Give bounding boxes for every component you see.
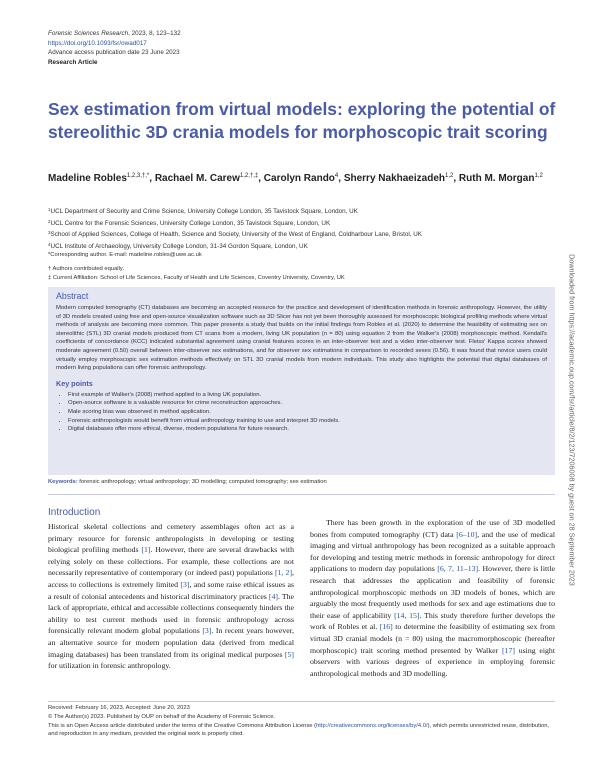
license-link[interactable]: http://creativecommons.org/licenses/by/4.0/ <box>316 722 428 729</box>
key-point-item: • Forensic anthropologists would benefit from virtual anthropology training to use and interpret 3D models. <box>68 417 547 426</box>
license-notice <box>48 722 555 740</box>
body-text: . However, there is little research that addresses the application and feasibility of forensic anthropological morphoscopic methods on 3D models of bones, which are arguably the most frequently used methods for sex and age estimations due to their ease of applicability <box>310 564 555 620</box>
footer-divider <box>48 701 555 702</box>
author-name: Madeline Robles$^{1,2,3,\dagger,*}$ <box>48 173 150 184</box>
license-text-pre: This is an Open Access article distributed under the terms of the Creative Commons Attribution License ( <box>48 722 317 729</box>
affiliation-line: $^2$UCL Centre for the Forensic Sciences, University College London, 35 Tavistock Square, London, UK <box>48 218 331 227</box>
key-point-item: • Digital databases offer more ethical, diverse, modern populations for future research. <box>68 425 547 434</box>
body-text: Historical skeletal collections and cemetery assemblages often act as a primary resource for forensic anthropologists in developing or testing biological profiling methods <box>48 522 294 555</box>
current-affiliation-note: ‡ Current Affiliation: School of Life Sciences, Faculty of Health and Life Sciences, Coventry University, Coventry, UK <box>48 275 345 281</box>
body-text: , and some raise ethical issues as a result of colonial antecedents and historical discriminatory practices <box>48 579 294 601</box>
affiliation-line: $^1$UCL Department of Security and Crime Science, University College London, 35 Tavistock Square, London, UK <box>48 207 358 215</box>
author-list: Madeline Robles$^{1,2,3,\dagger,*}$, Rachael M. Carew$^{1,2,\dagger,\ddagger}$, Carolyn Rando$^4$, Sherry Nakhaeizadeh$^{1,2}$, Ruth M. Morgan$^{1,2}$ <box>48 173 543 184</box>
body-text: to determine the feasibility of estimating sex from virtual 3D cranial models (n = 80) using the macromorphoscopic (hereafter morphoscopic) trait scoring method presented by Walker <box>310 622 555 655</box>
author-affiliation-marker: 1,2,3,†,* <box>126 173 150 179</box>
affiliation-line: $^3$School of Applied Sciences, College of Health, Science and Society, University of the West of England, Coldharbour Lane, Bristol, UK <box>48 230 423 239</box>
body-text: using eight observers with various degrees of experience in employing forensic anthropological methods and 3D modelling. <box>310 645 555 678</box>
author-name: Rachael M. Carew$^{1,2,\dagger,\ddagger}$ <box>154 173 259 184</box>
download-watermark-text: Downloaded from https://academic.oup.com/fsr/article/8/2/123/7206008 by guest on 28 September 2023 <box>567 254 576 586</box>
journal-name: Forensic Sciences Research <box>48 30 129 37</box>
body-text: . However, there are several drawbacks with relying solely on these collections. For example, these collections are not necessarily representative of contemporary (or indeed past) populations <box>48 545 294 578</box>
intro-right-column <box>310 517 555 679</box>
citation-link[interactable]: [14, 15] <box>394 610 420 620</box>
abstract-text: Modern computed tomography (CT) databases are becoming an accepted resource for the practice and development of identification methods in forensic anthropology. However, the utility of 3D models created using free and open-source visualization software such as 3D Slicer has not yet been thoroughly assessed for morphoscopic biological profiling methods where virtual methods of analysis are becoming more common. This paper presents a study that builds on the initial findings from Robles et al. (2020) to determine the feasibility of estimating sex on stereolithic (STL) 3D cranial models produced from CT scans from a modern, living UK population (n = 80) using equation 2 from the Walker's (2008) morphoscopic method. Kendall's coefficients of concordance (KCC) indicated substantial agreement using cranial features scores in an inter-observer test and a video inter-observer test. Fleiss' Kappa scores showed moderate agreement (0.50) overall between inter-observer sex estimations, and for observer sex estimations in comparison to recorded sexes (0.56). It was found that novice users could virtually employ morphoscopic sex estimation methods effectively on STL 3D cranial models from modern individuals. This study also highlights the potential that digital databases of modern living populations can offer forensic anthropology. <box>56 305 547 372</box>
abstract-heading: Abstract <box>56 291 89 301</box>
citation-link[interactable]: [16] <box>379 622 393 632</box>
citation-link[interactable]: [4] <box>268 591 278 601</box>
article-footer <box>48 704 555 739</box>
citation-link[interactable]: [1] <box>141 545 151 555</box>
citation-link[interactable]: [5] <box>284 649 294 659</box>
key-point-item: • First example of Walker's (2008) method applied to a living UK population. <box>68 391 547 400</box>
corresponding-author-note: *Corresponding author. E-mail: madeline.robles@uwe.ac.uk <box>48 252 202 258</box>
download-watermark <box>567 230 576 610</box>
citation-link[interactable]: [1, 2] <box>274 568 293 578</box>
copyright-notice: © The Author(s) 2023. Published by OUP on behalf of the Academy of Forensic Science. <box>48 713 276 720</box>
journal-citation: , 2023, 8, 123–132 <box>128 30 181 37</box>
key-points-heading: Key points <box>56 378 93 388</box>
key-point-item: • Male scoring bias was observed in method application. <box>68 408 547 417</box>
keywords-divider <box>48 494 555 495</box>
license-text-post: ), which permits unrestricted reuse, distribution, and reproduction in any medium, provided the original work is properly cited. <box>48 722 550 738</box>
body-text: , access to collections is extremely limited <box>48 568 294 589</box>
citation-link[interactable]: [6, 7, 11–13] <box>437 564 479 574</box>
author-notes <box>48 251 553 260</box>
citation-link[interactable]: [3] <box>180 579 190 589</box>
author-name: Ruth M. Morgan$^{1,2}$ <box>458 173 543 184</box>
body-text: . In recent years however, an alternative source for modern population data (derived from medical imaging databases) has been translated from its original medical purposes <box>48 626 294 659</box>
abstract-panel <box>48 287 555 475</box>
journal-header <box>48 29 181 67</box>
doi-link[interactable]: https://doi.org/10.1093/fsr/owad017 <box>48 39 147 47</box>
received-accepted-dates: Received: February 16, 2023. Accepted: June 20, 2023 <box>48 705 190 711</box>
citation-link[interactable]: [3] <box>202 626 212 636</box>
key-point-item: • Open-source software is a valuable resource for crime reconstruction approaches. <box>68 399 547 408</box>
intro-left-column <box>48 521 294 672</box>
key-points-list <box>56 391 547 434</box>
body-text: There has been growth in the exploration of the use of 3D modelled bones from computed tomography (CT) data <box>310 518 555 539</box>
author-name: Sherry Nakhaeizadeh$^{1,2}$ <box>343 173 454 184</box>
affiliation-line: $^4$UCL Institute of Archaeology, University College London, 31-34 Gordon Square, London, UK <box>48 241 308 250</box>
citation-link[interactable]: [17] <box>501 645 515 655</box>
author-affiliation-marker: 1,2 <box>534 173 543 179</box>
keywords-text: forensic anthropology; virtual anthropology; 3D modelling; computed tomography; sex estimation <box>79 479 327 485</box>
keywords-label: Keywords: <box>48 479 78 485</box>
introduction-heading: Introduction <box>48 507 101 518</box>
citation-link[interactable]: [6–10] <box>456 529 478 539</box>
body-text: for utilization in forensic anthropology. <box>48 661 171 671</box>
article-type: Research Article <box>48 58 98 66</box>
keywords <box>48 478 555 487</box>
author-affiliation-marker: 1,2,†,‡ <box>239 173 259 179</box>
author-affiliation-marker: 1,2 <box>445 173 454 179</box>
author-name: Carolyn Rando$^4$ <box>263 173 339 184</box>
body-text: . The lack of appropriate, ethical and accessible collections consequently hinders the ability to test current methods used in forensic anthropology across forensically relevant modern global populations <box>48 591 294 636</box>
author-affiliation-marker: 4 <box>334 173 339 179</box>
article-title: Sex estimation from virtual models: exploring the potential of stereolithic 3D crania models for morphoscopic trait scoring <box>48 99 556 142</box>
body-text: , and the use of medical imaging and virtual anthropology has been recognized as a suitable approach for developing and testing metric methods in forensic anthropology for direct applications to modern day populations <box>310 529 556 574</box>
affiliations <box>48 205 553 251</box>
body-text: . This study therefore further develops the work of Robles et al. <box>310 610 555 632</box>
equal-contribution-note: † Authors contributed equally. <box>48 266 124 272</box>
advance-access-date: Advance access publication date 23 June 2023 <box>48 49 180 57</box>
